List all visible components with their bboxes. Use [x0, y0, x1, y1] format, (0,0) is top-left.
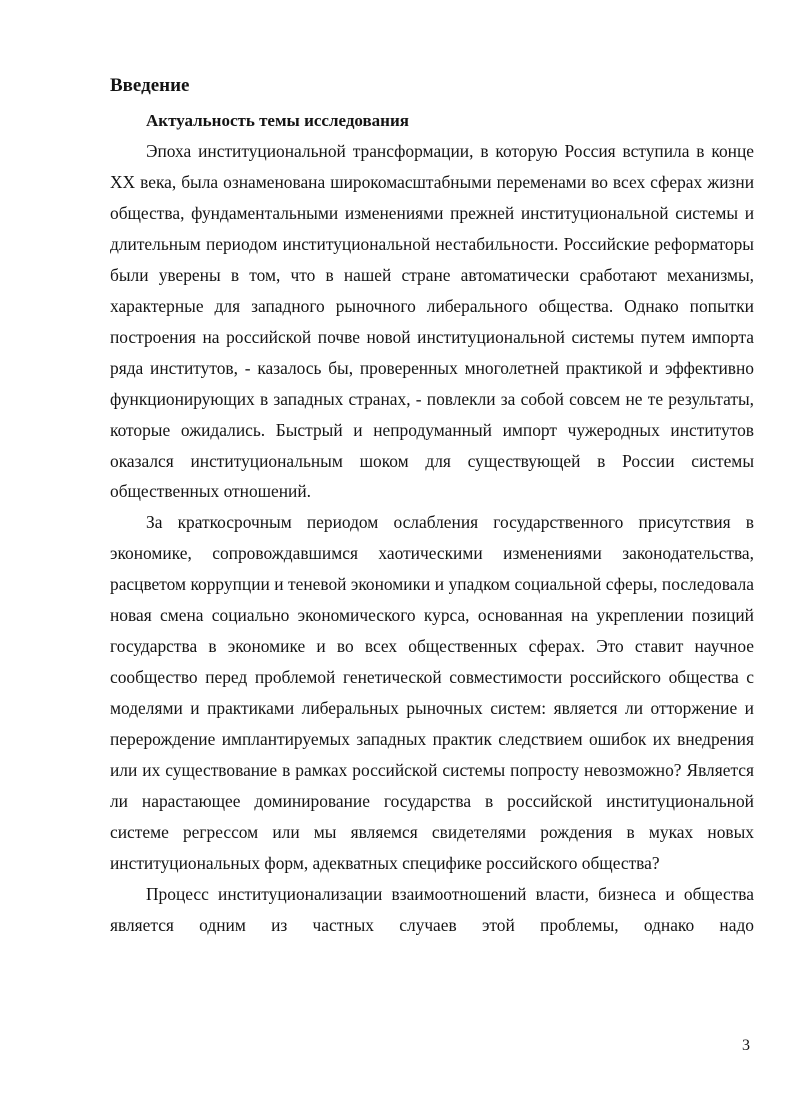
- subsection-heading: Актуальность темы исследования: [146, 111, 409, 130]
- paragraph-2: За краткосрочным периодом ослабления государственного присутствия в экономике, сопровождавшимся хаотическими изменениями законодательства, расцветом коррупции и теневой экономики и упадком социальной сферы, последовала новая смена социально экономического курса, основанная на укреплении позиций государства в экономике и во всех общественных сферах. Это ставит научное сообщество перед проблемой генетической совместимости российского общества с моделями и практиками либеральных рыночных систем: является ли отторжение и перерождение имплантируемых западных практик следствием ошибок их внедрения или их существование в рамках российской системы попросту невозможно? Является ли нарастающее доминирование государства в российской институциональной системе регрессом или мы являемся свидетелями рождения в муках новых институциональных форм, адекватных специфике российского общества?: [110, 512, 754, 873]
- paragraph-3: Процесс институционализации взаимоотношений власти, бизнеса и общества является одним из частных случаев этой проблемы, однако надо: [110, 883, 754, 935]
- page-number: 3: [742, 1037, 750, 1054]
- paragraph-1: Эпоха институциональной трансформации, в которую Россия вступила в конце XX века, была ознаменована широкомасштабными переменами во всех сферах жизни общества, фундаментальными изменениями прежней институциональной системы и длительным периодом институциональной нестабильности. Российские реформаторы были уверены в том, что в нашей стране автоматически сработают механизмы, характерные для западного рыночного либерального общества. Однако попытки построения на российской почве новой институциональной системы путем импорта ряда институтов, - казалось бы, проверенных многолетней практикой и эффективно функционирующих в западных странах, - повлекли за собой совсем не те результаты, которые ожидались. Быстрый и непродуманный импорт чужеродных институтов оказался институциональным шоком для существующей в России системы общественных отношений.: [110, 141, 754, 502]
- body-text: [110, 136, 754, 941]
- section-heading: Введение: [110, 75, 190, 96]
